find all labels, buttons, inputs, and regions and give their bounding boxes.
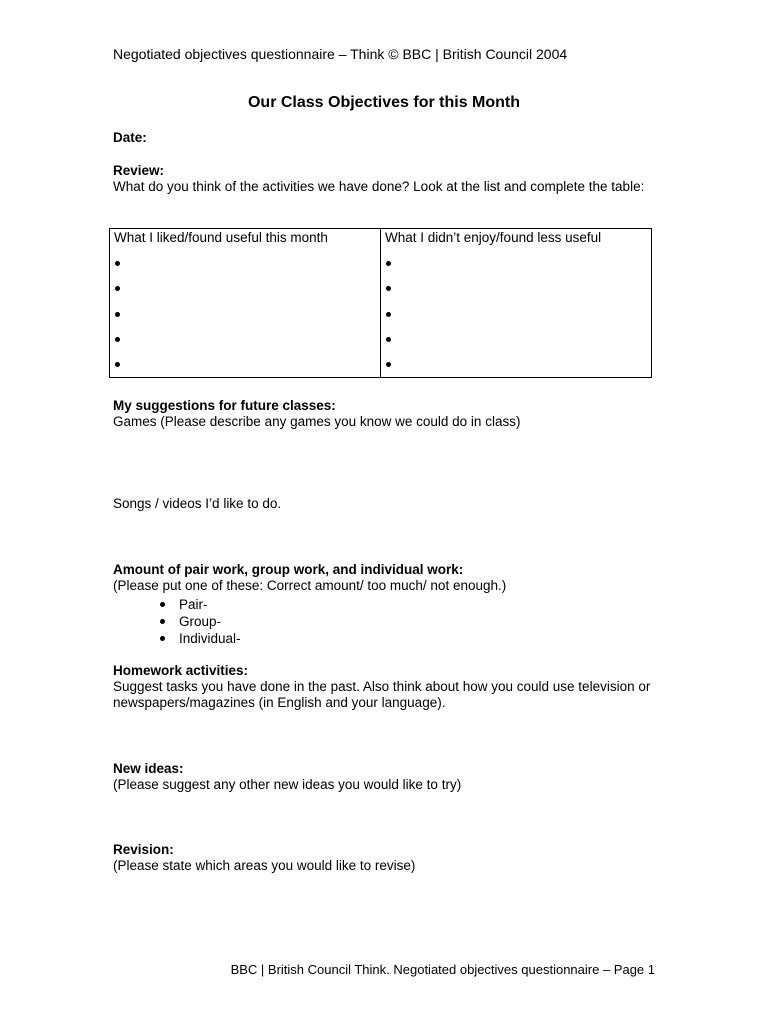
list-item <box>385 247 647 272</box>
list-item <box>160 596 241 613</box>
bullet-icon <box>115 337 120 342</box>
running-header: Negotiated objectives questionnaire – Think © BBC | British Council 2004 <box>113 46 568 62</box>
bullet-icon <box>386 261 391 266</box>
page-footer: BBC | British Council Think. Negotiated objectives questionnaire – Page 1 <box>230 962 655 977</box>
bullet-icon <box>386 286 391 291</box>
individual-label: Individual- <box>179 630 241 646</box>
list-item <box>160 630 241 647</box>
bullet-icon <box>115 286 120 291</box>
bullet-icon <box>160 619 165 624</box>
disliked-list-cell[interactable] <box>381 246 652 377</box>
bullet-icon <box>386 362 391 367</box>
list-item <box>114 297 376 322</box>
revision-instructions: (Please state which areas you would like to revise) <box>113 858 416 873</box>
work-amount-list <box>160 596 241 647</box>
work-amount-heading: Amount of pair work, group work, and individual work: <box>113 562 464 577</box>
page-title: Our Class Objectives for this Month <box>247 94 521 111</box>
songs-prompt: Songs / videos I’d like to do. <box>113 496 282 511</box>
pair-label: Pair- <box>179 596 208 612</box>
list-item <box>385 272 647 297</box>
review-instructions: What do you think of the activities we have done? Look at the list and complete the table: <box>113 179 645 194</box>
bullet-icon <box>115 312 120 317</box>
list-item <box>114 348 376 373</box>
liked-column-header: What I liked/found useful this month <box>110 229 381 247</box>
bullet-icon <box>160 602 165 607</box>
homework-instructions: Suggest tasks you have done in the past. Also think about how you could use television or newspapers/magazines (in English and your language). <box>113 679 651 710</box>
list-item <box>114 247 376 272</box>
bullet-icon <box>115 261 120 266</box>
revision-heading: Revision: <box>113 842 174 857</box>
list-item <box>160 613 241 630</box>
disliked-column-header: What I didn’t enjoy/found less useful <box>381 229 652 247</box>
work-amount-instructions: (Please put one of these: Correct amount/ too much/ not enough.) <box>113 578 507 593</box>
homework-heading: Homework activities: <box>113 663 249 678</box>
games-prompt: Games (Please describe any games you know we could do in class) <box>113 414 521 429</box>
review-heading: Review: <box>113 163 165 178</box>
list-item <box>385 348 647 373</box>
date-label: Date: <box>113 130 147 145</box>
new-ideas-instructions: (Please suggest any other new ideas you would like to try) <box>113 777 462 792</box>
bullet-icon <box>386 337 391 342</box>
bullet-icon <box>115 362 120 367</box>
liked-list-cell[interactable] <box>110 246 381 377</box>
list-item <box>385 297 647 322</box>
list-item <box>385 323 647 348</box>
new-ideas-heading: New ideas: <box>113 761 184 776</box>
list-item <box>114 323 376 348</box>
bullet-icon <box>160 636 165 641</box>
review-table <box>109 228 652 378</box>
group-label: Group- <box>179 613 222 629</box>
suggestions-heading: My suggestions for future classes: <box>113 398 336 413</box>
list-item <box>114 272 376 297</box>
bullet-icon <box>386 312 391 317</box>
